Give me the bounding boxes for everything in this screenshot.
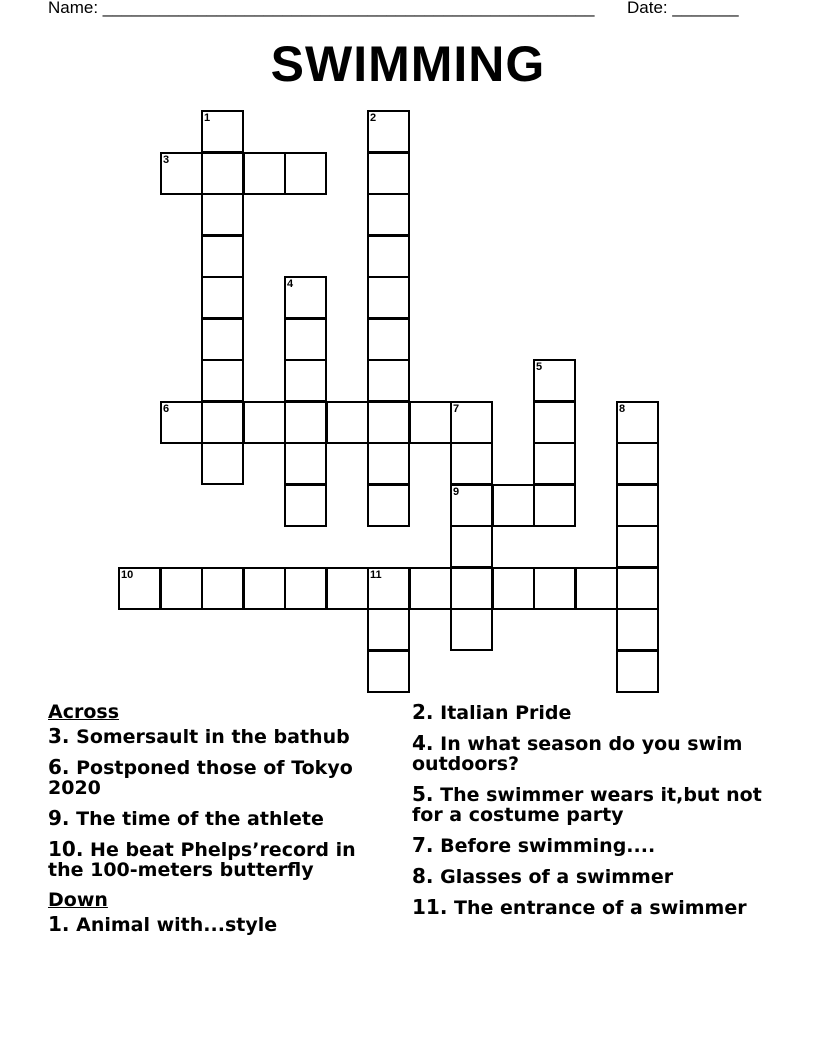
grid-cell[interactable] bbox=[450, 484, 493, 527]
down-heading: Down bbox=[48, 889, 108, 911]
clue-number: 7. bbox=[412, 833, 434, 857]
grid-cell[interactable] bbox=[450, 442, 493, 485]
clue-across-3 bbox=[48, 726, 393, 747]
clue-across-10 bbox=[48, 839, 393, 880]
clue-down-5 bbox=[412, 784, 772, 825]
cell-number: 7 bbox=[453, 403, 460, 415]
grid-cell[interactable] bbox=[409, 567, 452, 610]
clue-text: The time of the athlete bbox=[69, 808, 324, 830]
grid-cell[interactable] bbox=[533, 359, 576, 402]
clue-text: Postponed those of Tokyo 2020 bbox=[48, 757, 353, 799]
grid-cell[interactable] bbox=[616, 401, 659, 444]
grid-cell[interactable] bbox=[575, 567, 618, 610]
grid-cell[interactable] bbox=[616, 650, 659, 693]
clues-column-right bbox=[412, 702, 772, 928]
grid-cell[interactable] bbox=[201, 359, 244, 402]
clue-text: Glasses of a swimmer bbox=[433, 866, 674, 888]
clue-down-7 bbox=[412, 835, 772, 856]
grid-cell[interactable] bbox=[367, 567, 410, 610]
grid-cell[interactable] bbox=[367, 442, 410, 485]
cell-number: 11 bbox=[370, 569, 382, 581]
cell-number: 8 bbox=[619, 403, 626, 415]
grid-cell[interactable] bbox=[284, 152, 327, 195]
clue-text: Animal with...style bbox=[69, 914, 278, 936]
grid-cell[interactable] bbox=[450, 608, 493, 651]
grid-cell[interactable] bbox=[201, 401, 244, 444]
cell-number: 6 bbox=[163, 403, 170, 415]
grid-cell[interactable] bbox=[533, 442, 576, 485]
grid-cell[interactable] bbox=[367, 235, 410, 278]
grid-cell[interactable] bbox=[160, 401, 203, 444]
grid-cell[interactable] bbox=[367, 650, 410, 693]
grid-cell[interactable] bbox=[367, 401, 410, 444]
name-field-label: Name: ____________________________________________________ bbox=[48, 0, 595, 17]
grid-cell[interactable] bbox=[533, 567, 576, 610]
grid-cell[interactable] bbox=[201, 442, 244, 485]
grid-cell[interactable] bbox=[284, 567, 327, 610]
grid-cell[interactable] bbox=[367, 193, 410, 236]
grid-cell[interactable] bbox=[367, 152, 410, 195]
grid-cell[interactable] bbox=[450, 401, 493, 444]
grid-cell[interactable] bbox=[201, 152, 244, 195]
cell-number: 9 bbox=[453, 486, 460, 498]
grid-cell[interactable] bbox=[367, 359, 410, 402]
clue-number: 6. bbox=[48, 755, 70, 779]
clue-text: Italian Pride bbox=[433, 702, 572, 724]
grid-cell[interactable] bbox=[201, 235, 244, 278]
grid-cell[interactable] bbox=[243, 401, 286, 444]
cell-number: 5 bbox=[536, 361, 543, 373]
clue-text: Somersault in the bathub bbox=[69, 726, 350, 748]
grid-cell[interactable] bbox=[160, 152, 203, 195]
grid-cell[interactable] bbox=[243, 567, 286, 610]
grid-cell[interactable] bbox=[616, 442, 659, 485]
grid-cell[interactable] bbox=[533, 484, 576, 527]
clue-number: 8. bbox=[412, 864, 434, 888]
grid-cell[interactable] bbox=[409, 401, 452, 444]
grid-cell[interactable] bbox=[492, 567, 535, 610]
cell-number: 2 bbox=[370, 112, 377, 124]
grid-cell[interactable] bbox=[243, 152, 286, 195]
clue-number: 3. bbox=[48, 724, 70, 748]
grid-cell[interactable] bbox=[201, 110, 244, 153]
clue-number: 2. bbox=[412, 700, 434, 724]
grid-cell[interactable] bbox=[201, 276, 244, 319]
clue-down-11 bbox=[412, 897, 772, 918]
clue-number: 9. bbox=[48, 806, 70, 830]
grid-cell[interactable] bbox=[616, 567, 659, 610]
grid-cell[interactable] bbox=[326, 567, 369, 610]
clue-down-4 bbox=[412, 733, 772, 774]
grid-cell[interactable] bbox=[201, 193, 244, 236]
grid-cell[interactable] bbox=[284, 401, 327, 444]
clue-number: 1. bbox=[48, 912, 70, 936]
grid-cell[interactable] bbox=[492, 484, 535, 527]
grid-cell[interactable] bbox=[284, 276, 327, 319]
grid-cell[interactable] bbox=[616, 525, 659, 568]
clue-text: The entrance of a swimmer bbox=[447, 897, 747, 919]
clue-down-1 bbox=[48, 914, 393, 935]
page-title: SWIMMING bbox=[270, 36, 546, 92]
grid-cell[interactable] bbox=[284, 484, 327, 527]
grid-cell[interactable] bbox=[201, 318, 244, 361]
clue-down-8 bbox=[412, 866, 772, 887]
grid-cell[interactable] bbox=[533, 401, 576, 444]
grid-cell[interactable] bbox=[367, 110, 410, 153]
grid-cell[interactable] bbox=[284, 442, 327, 485]
clue-text: Before swimming.... bbox=[433, 835, 656, 857]
grid-cell[interactable] bbox=[284, 359, 327, 402]
grid-cell[interactable] bbox=[284, 318, 327, 361]
cell-number: 4 bbox=[287, 278, 294, 290]
grid-cell[interactable] bbox=[616, 484, 659, 527]
grid-cell[interactable] bbox=[326, 401, 369, 444]
grid-cell[interactable] bbox=[367, 484, 410, 527]
grid-cell[interactable] bbox=[367, 608, 410, 651]
clue-across-9 bbox=[48, 808, 393, 829]
grid-cell[interactable] bbox=[616, 608, 659, 651]
grid-cell[interactable] bbox=[160, 567, 203, 610]
clues-column-left bbox=[48, 702, 393, 945]
cell-number: 3 bbox=[163, 154, 170, 166]
clue-number: 11. bbox=[412, 895, 448, 919]
clue-across-6 bbox=[48, 757, 393, 798]
cell-number: 10 bbox=[121, 569, 134, 581]
grid-cell[interactable] bbox=[450, 525, 493, 568]
clue-number: 10. bbox=[48, 837, 84, 861]
date-field-label: Date: _______ bbox=[627, 0, 739, 17]
grid-cell[interactable] bbox=[118, 567, 161, 610]
clue-text: In what season do you swim outdoors? bbox=[412, 733, 743, 775]
grid-cell[interactable] bbox=[367, 276, 410, 319]
clue-number: 5. bbox=[412, 782, 434, 806]
grid-cell[interactable] bbox=[367, 318, 410, 361]
cell-number: 1 bbox=[204, 112, 211, 124]
across-heading: Across bbox=[48, 701, 120, 723]
clue-number: 4. bbox=[412, 731, 434, 755]
clue-down-2 bbox=[412, 702, 772, 723]
clue-text: He beat Phelps’record in the 100-meters butterfly bbox=[48, 839, 356, 881]
grid-cell[interactable] bbox=[450, 567, 493, 610]
grid-cell[interactable] bbox=[201, 567, 244, 610]
clue-text: The swimmer wears it,but not for a costume party bbox=[412, 784, 762, 826]
